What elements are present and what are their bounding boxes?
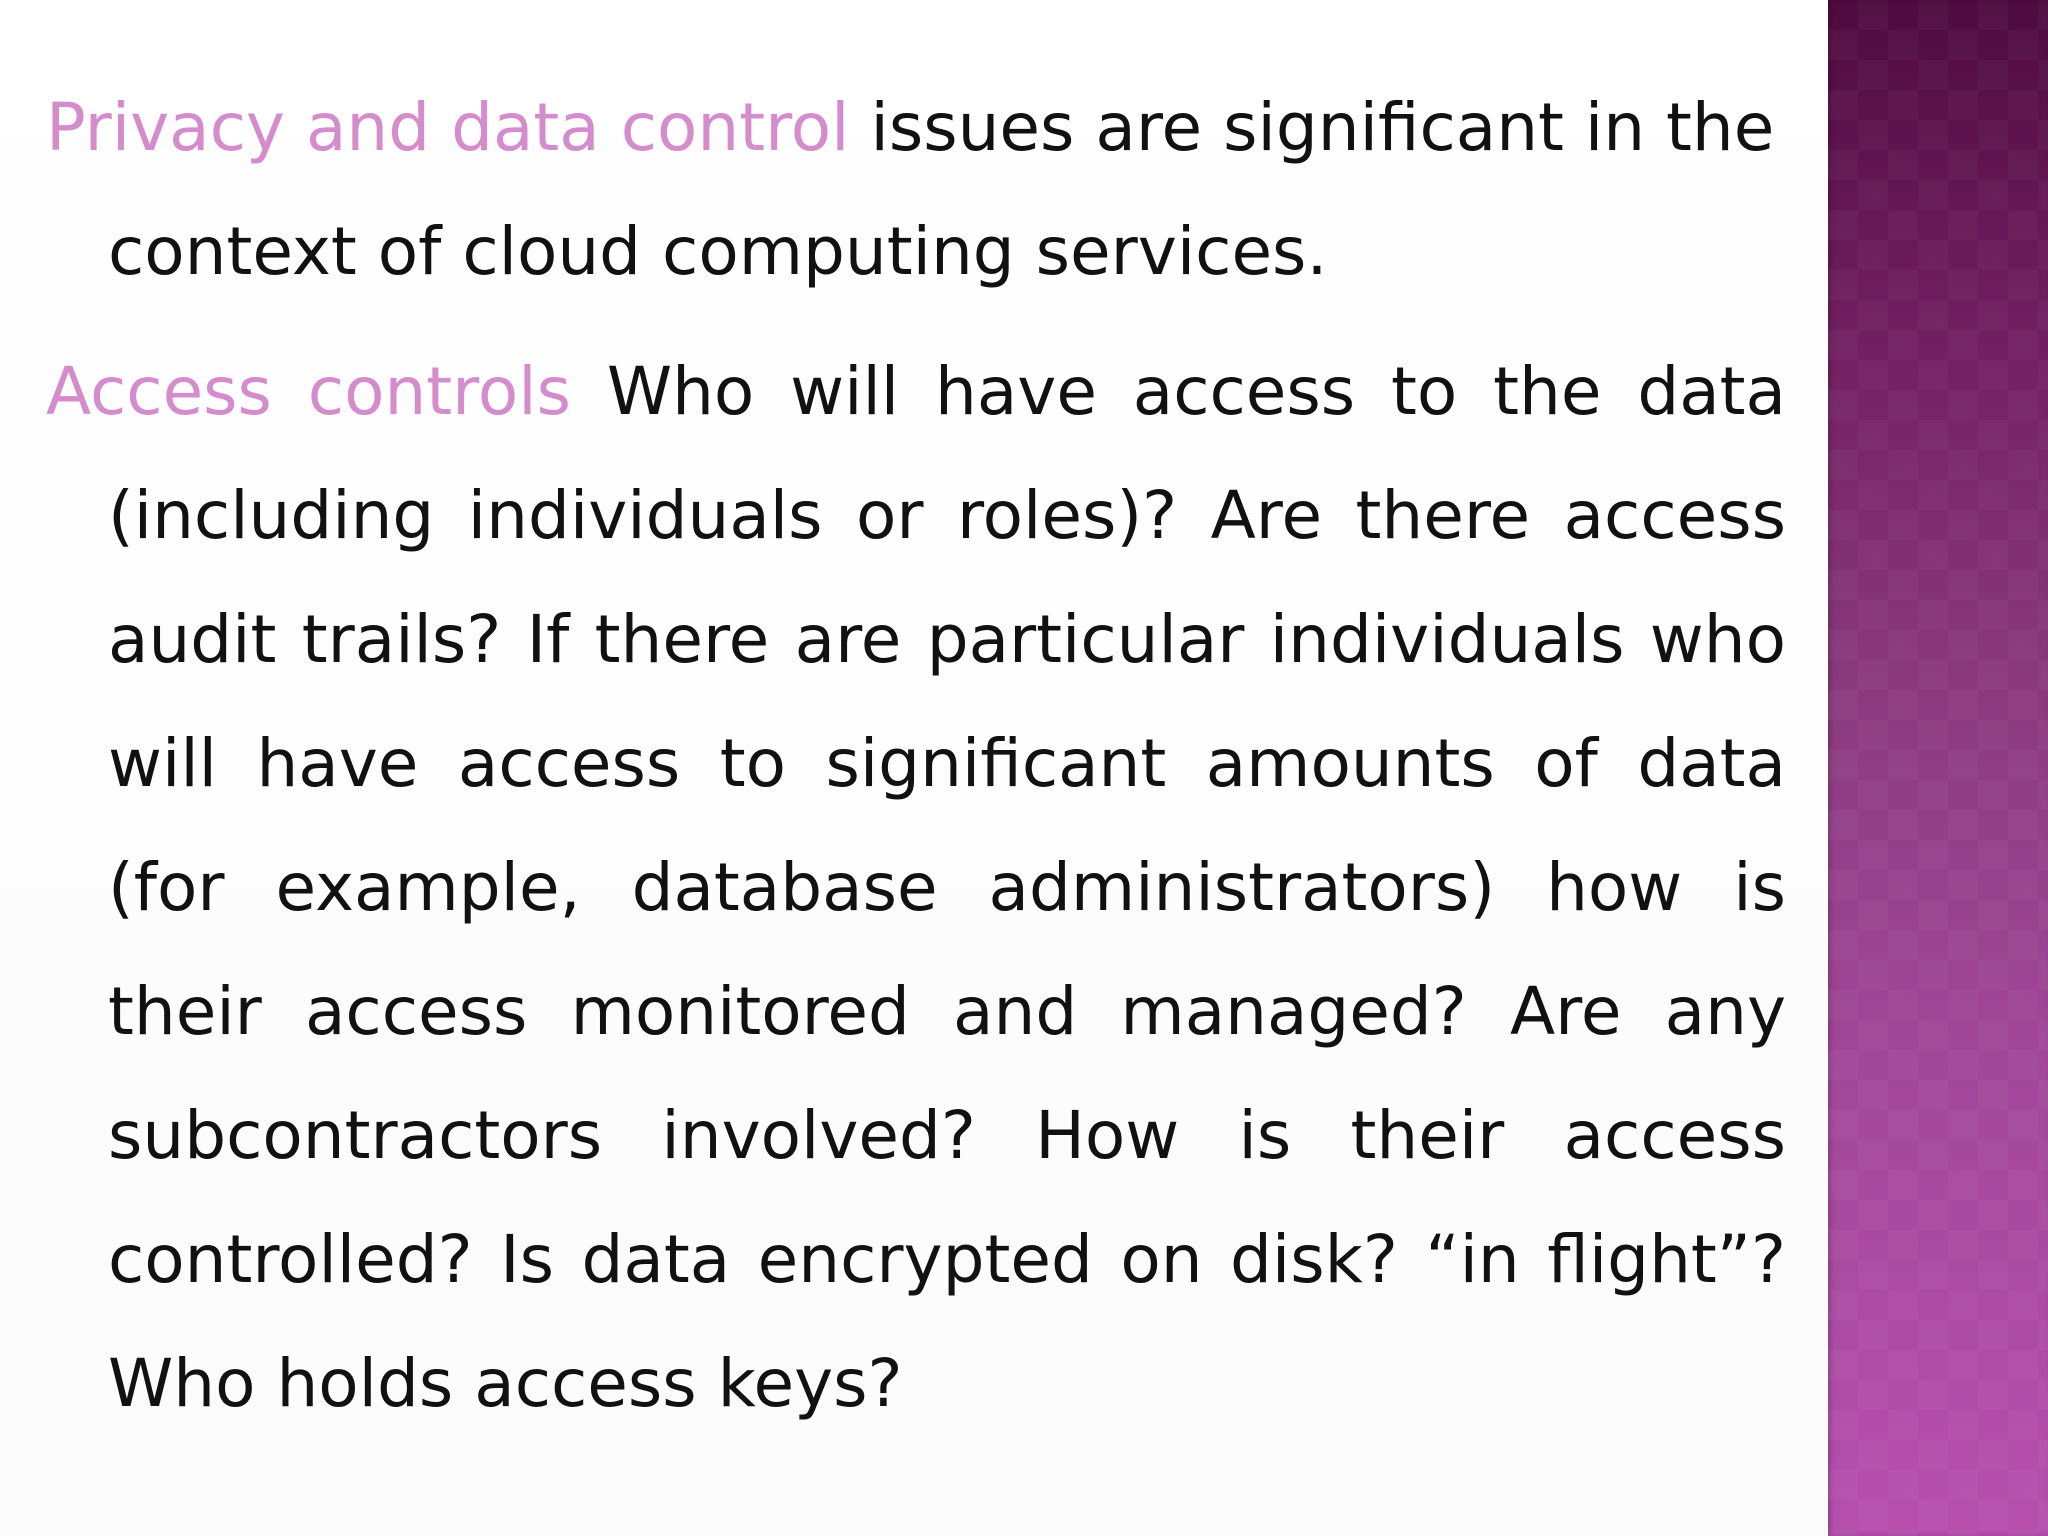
decorative-side-band [1828,0,2048,1536]
paragraph-access-controls [46,330,1786,1446]
highlight-access-controls: Access controls [46,353,571,430]
side-band-pattern [1828,0,2048,1536]
paragraph-access-controls-text: Who will have access to the data (including individuals or roles)? Are there access audit trails? If there are particular individuals who will have access to significant amounts of data (for example, database administrators) how is their access monitored and managed? Are any subcontractors involved? How is their access controlled? Is data encrypted on disk? “in flight”? Who holds access keys? [108,353,1786,1422]
highlight-privacy-data-control: Privacy and data control [46,89,850,166]
paragraph-privacy-text: issues are significant in the context of cloud computing services. [108,89,1775,290]
paragraph-privacy [46,66,1786,314]
slide-content [46,66,1786,1462]
